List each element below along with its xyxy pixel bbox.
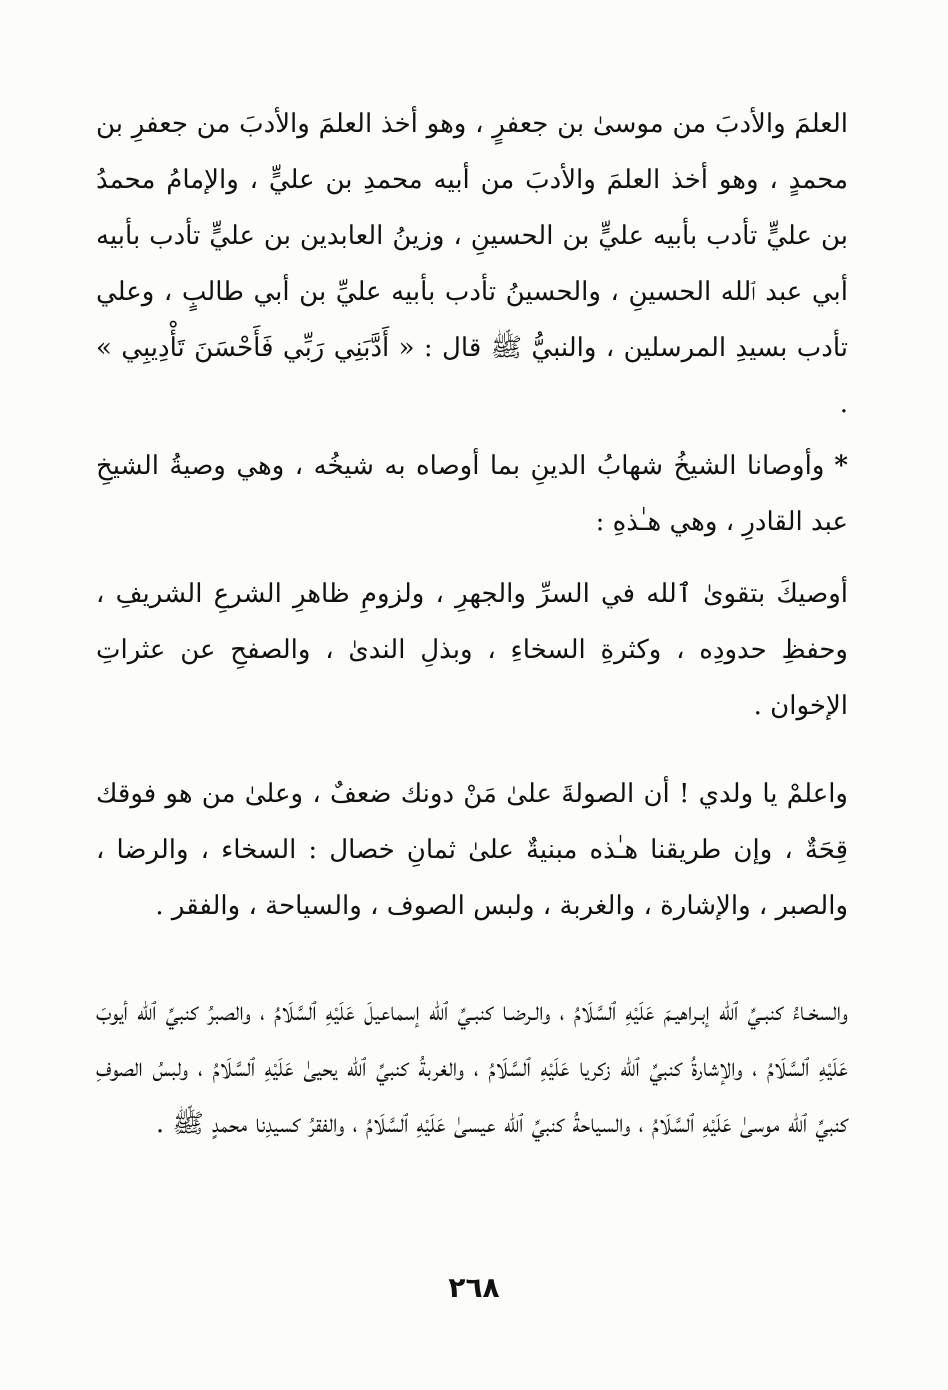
- paragraph-intro-will-text: وأوصانا الشيخُ شهابُ الدينِ بما أوصاه به شيخُه ، وهي وصيةُ الشيخِ عبد القادرِ ، وهي هـٰذهِ :: [96, 451, 848, 537]
- paragraph-intro-will: [96, 438, 848, 550]
- paragraph-advice: أوصيكَ بتقوىٰ ٱلله في السرِّ والجهرِ ، ولزومِ ظاهرِ الشرعِ الشريفِ ، وحفظِ حدودِه ، وكثرةِ السخاءِ ، وبذلِ الندىٰ ، والصفحِ عن عثراتِ الإخوان .: [96, 579, 848, 721]
- paragraph-prophets: والسخـاءُ كنبـيِّ ٱلله إبـراهيـمَ عَلَيْهِ ٱلسَّلَامُ ، والـرضـا كنبـيِّ ٱلله إسماعيلَ عَلَيْهِ ٱلسَّلَامُ ، والصبرُ كنبيِّ ٱلله أيوبَ عَلَيْهِ ٱلسَّلَامُ ، والإشارةُ كنبيِّ ٱلله زكريا عَلَيْهِ ٱلسَّلَامُ ، والغربةُ كنبيِّ ٱلله يحيىٰ عَلَيْهِ ٱلسَّلَامُ ، ولبسُ الصوفِ كنبيِّ ٱلله موسىٰ عَلَيْهِ ٱلسَّلَامُ ، والسياحةُ كنبيِّ ٱلله عيسىٰ عَلَيْهِ ٱلسَّلَامُ ، والفقرُ كسيدِنا محمدٍ ﷺ .: [96, 997, 848, 1139]
- paragraph-lineage: العلمَ والأدبَ من موسىٰ بن جعفرٍ ، وهو أخذ العلمَ والأدبَ من جعفرِ بن محمدٍ ، وهو أخذ العلمَ والأدبَ من أبيه محمدِ بن عليٍّ ، والإمامُ محمدُ بن عليٍّ تأدب بأبيه عليٍّ بن الحسينِ ، وزينُ العابدين بن عليٍّ تأدب بأبيه أبي عبد ٱلله الحسينِ ، والحسينُ تأدب بأبيه عليِّ بن أبي طالبٍ ، وعلي تأدب بسيدِ المرسلين ، والنبيُّ ﷺ قال : « أَدَّبَنِي رَبِّي فَأَحْسَنَ تَأْدِيبِي » .: [96, 109, 848, 419]
- asterisk-marker: *: [834, 451, 848, 481]
- paragraph-eight-traits: واعلمْ يا ولدي ! أن الصولةَ علىٰ مَنْ دونك ضعفٌ ، وعلىٰ من هو فوقك قِحَةٌ ، وإن طريقنا هـٰذه مبنيةٌ علىٰ ثمانِ خصال : السخاء ، والرضا ، والصبر ، والإشارة ، والغربة ، ولبس الصوف ، والسياحة ، والفقر .: [96, 779, 848, 921]
- page-number: ٢٦٨: [448, 1271, 500, 1304]
